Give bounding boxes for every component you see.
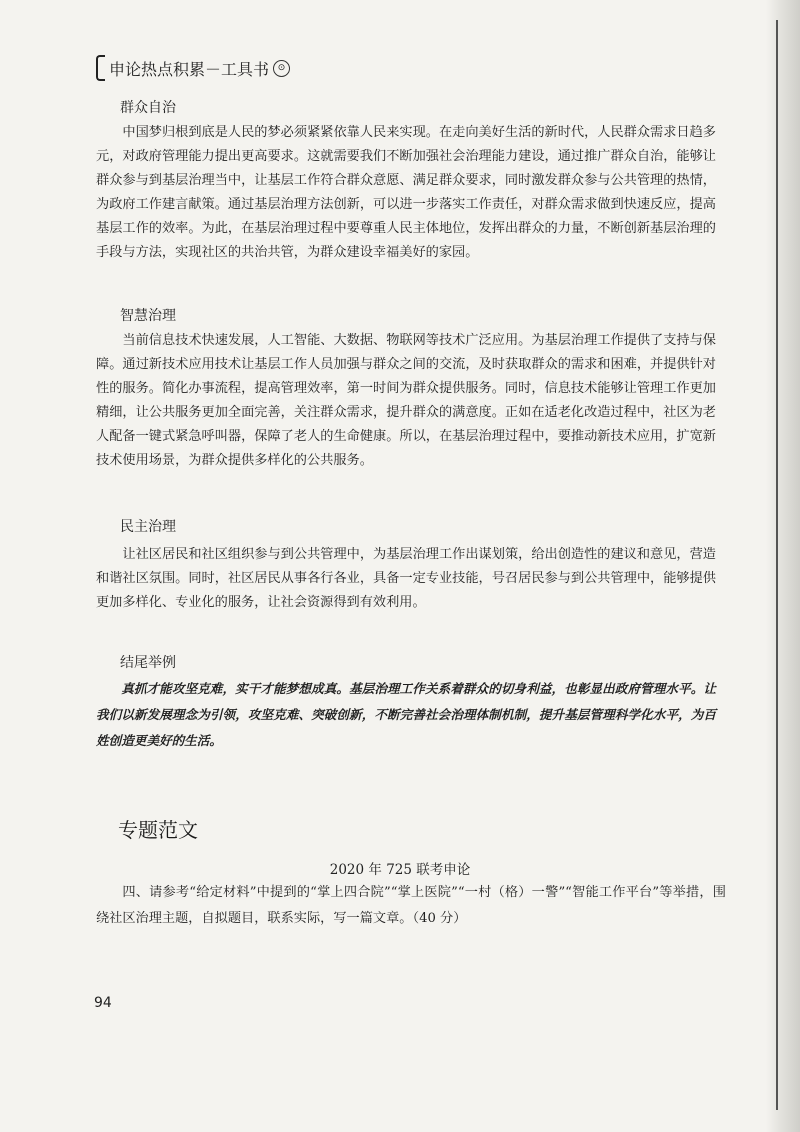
exam-question: 四、请参考“给定材料”中提到的“掌上四合院”“掌上医院”“一村（格）一警”“智能工作平台”等举措，围绕社区治理主题，自拟题目，联系实际，写一篇文章。（40 分） (96, 885, 726, 926)
badge-icon: ⊙ (273, 60, 290, 77)
page-number: 94 (94, 995, 112, 1011)
header-title: 申论热点积累－工具书 (109, 59, 270, 79)
page-edge-line (776, 20, 778, 1110)
section-heading-democratic-governance: 民主治理 (120, 519, 176, 535)
section-paragraph-conclusion-example: 真抓才能攻坚克难，实干才能梦想成真。基层治理工作关系着群众的切身利益，也彰显出政府管理水平。让我们以新发展理念为引领，攻坚克难、突破创新，不断完善社会治理体制机制，提升基层管理科学化水平，为百姓创造更美好的生活。 (96, 681, 716, 748)
book-header (96, 54, 290, 82)
section-paragraph-democratic-governance: 让社区居民和社区组织参与到公共管理中，为基层治理工作出谋划策，给出创造性的建议和意见，营造和谐社区氛围。同时，社区居民从事各行各业，具备一定专业技能，号召居民参与到公共管理中，能够提供更加多样化、专业化的服务，让社会资源得到有效利用。 (96, 547, 716, 610)
section-heading-smart-governance: 智慧治理 (120, 308, 176, 324)
page-edge-shadow (766, 0, 800, 1132)
header-bracket (96, 55, 105, 81)
section-heading-mass-autonomy: 群众自治 (120, 100, 176, 116)
exam-title: 2020 年 725 联考申论 (329, 862, 471, 878)
section-heading-conclusion-example: 结尾举例 (120, 655, 176, 671)
topic-heading: 专题范文 (118, 818, 198, 842)
section-paragraph-smart-governance: 当前信息技术快速发展，人工智能、大数据、物联网等技术广泛应用。为基层治理工作提供了支持与保障。通过新技术应用技术让基层工作人员加强与群众之间的交流，及时获取群众的需求和困难，并提供针对性的服务。简化办事流程，提高管理效率，第一时间为群众提供服务。同时，信息技术能够让管理工作更加精细，让公共服务更加全面完善，关注群众需求，提升群众的满意度。正如在适老化改造过程中，社区为老人配备一键式紧急呼叫器，保障了老人的生命健康。所以，在基层治理过程中，要推动新技术应用，扩宽新技术使用场景，为群众提供多样化的公共服务。 (96, 333, 716, 468)
section-paragraph-mass-autonomy: 中国梦归根到底是人民的梦必须紧紧依靠人民来实现。在走向美好生活的新时代，人民群众需求日趋多元，对政府管理能力提出更高要求。这就需要我们不断加强社会治理能力建设，通过推广群众自治，能够让群众参与到基层治理当中，让基层工作符合群众意愿、满足群众要求，同时激发群众参与公共管理的热情，为政府工作建言献策。通过基层治理方法创新，可以进一步落实工作责任，对群众需求做到快速反应，提高基层工作的效率。为此，在基层治理过程中要尊重人民主体地位，发挥出群众的力量，不断创新基层治理的手段与方法，实现社区的共治共管，为群众建设幸福美好的家园。 (96, 125, 716, 260)
